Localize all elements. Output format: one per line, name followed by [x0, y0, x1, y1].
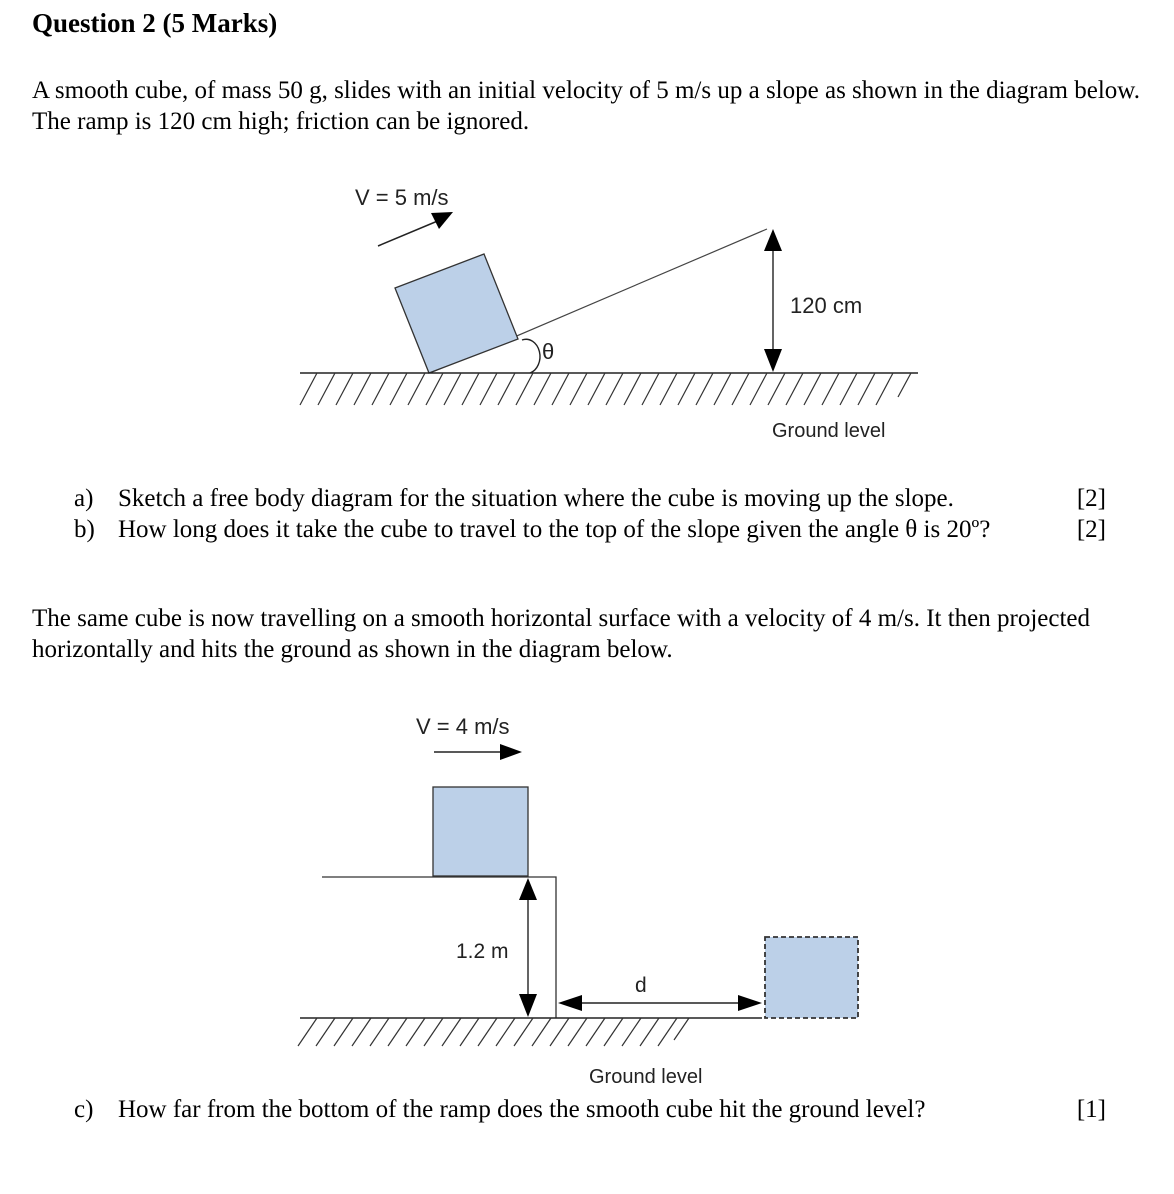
- velocity-label-1: V = 5 m/s: [355, 185, 449, 210]
- velocity-arrowhead-2: [500, 744, 522, 760]
- velocity-arrowhead-1: [431, 212, 453, 229]
- ground-label-2: Ground level: [589, 1066, 703, 1088]
- intro-paragraph: A smooth cube, of mass 50 g, slides with an initial velocity of 5 m/s up a slope as shown in the diagram below. The ramp is 120 cm high; friction can be ignored.: [32, 77, 1140, 135]
- angle-label: θ: [542, 339, 555, 364]
- question-title: Question 2 (5 Marks): [32, 8, 278, 38]
- distance-label: d: [635, 974, 647, 997]
- height-label-2: 1.2 m: [456, 940, 509, 963]
- height-arrow-bottom-1: [764, 349, 782, 372]
- question-c-text: How far from the bottom of the ramp does the smooth cube hit the ground level?: [118, 1096, 926, 1123]
- velocity-label-2: V = 4 m/s: [416, 714, 510, 739]
- height-arrow-bottom-2: [519, 994, 537, 1017]
- question-b-label: b): [74, 516, 95, 543]
- cube-on-slope: [395, 254, 518, 373]
- ramp-diagram: [300, 185, 918, 442]
- question-a: [0, 483, 1174, 514]
- height-label-1: 120 cm: [790, 293, 863, 318]
- question-a-text: Sketch a free body diagram for the situation where the cube is moving up the slope.: [118, 485, 954, 512]
- ground-hatching-1: [300, 373, 911, 405]
- velocity-arrow-line-1: [378, 220, 440, 246]
- cube-landing-position: [765, 937, 858, 1018]
- height-arrow-top-1: [764, 229, 782, 251]
- cube-on-ledge: [433, 787, 528, 876]
- projectile-diagram: [298, 714, 858, 1088]
- height-arrow-top-2: [519, 878, 537, 900]
- angle-arc: [522, 339, 540, 373]
- question-c-marks: [1]: [1076, 1096, 1106, 1123]
- ground-label-1: Ground level: [772, 420, 886, 442]
- distance-arrow-left: [558, 995, 582, 1011]
- ground-hatching-2: [298, 1018, 689, 1046]
- second-paragraph: The same cube is now travelling on a smooth horizontal surface with a velocity of 4 m/s. It then projected horizontally and hits the ground as shown in the diagram below.: [32, 605, 1091, 663]
- question-a-label: a): [74, 485, 94, 512]
- distance-arrow-right: [738, 995, 762, 1011]
- question-b-text: How long does it take the cube to travel to the top of the slope given the angle θ is 20º?: [118, 516, 991, 543]
- question-b: [0, 514, 1174, 545]
- question-a-marks: [2]: [1076, 485, 1106, 512]
- question-b-marks: [2]: [1076, 516, 1106, 543]
- question-c: [0, 1094, 1174, 1125]
- question-c-label: c): [74, 1096, 94, 1123]
